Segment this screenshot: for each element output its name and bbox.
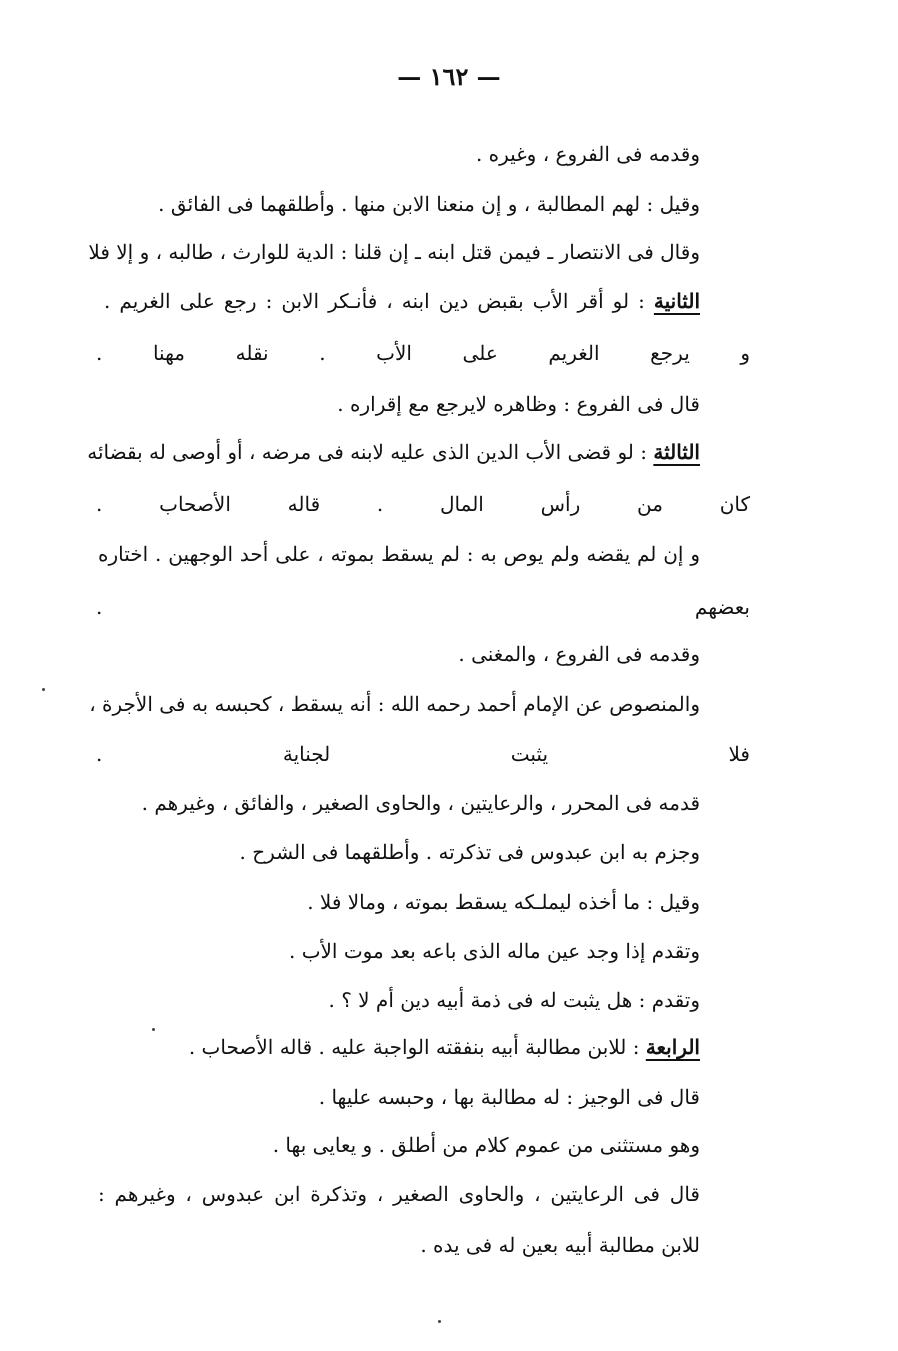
section-heading: الثالثة [653,440,700,464]
line-text: : للابن مطالبة أبيه بنفقته الواجبة عليه . قاله الأصحاب . [188,1035,646,1059]
text-line [96,740,750,768]
line-text: للابن مطالبة أبيه بعين له فى يده . [420,1233,700,1257]
line-text: وقيل : ما أخذه ليملـكه يسقط بموته ، ومالا فلا . [307,890,700,914]
line-text: فلا يثبت لجناية . [96,742,750,766]
line-text: بعضهم . [96,595,750,619]
line-text: و إن لم يقضه ولم يوص به : لم يسقط بموته ، على أحد الوجهين . اختاره [98,542,700,566]
text-line [262,937,700,965]
line-text: وجزم به ابن عبدوس فى تذكرته . وأطلقهما فى الشرح . [239,840,700,864]
text-line [270,1131,700,1159]
line-text: كان من رأس المال . قاله الأصحاب . [96,492,750,516]
line-text: وقدمه فى الفروع ، والمغنى . [458,642,700,666]
line-text: وهو مستثنى من عموم كلام من أطلق . و يعايى بها . [272,1133,700,1157]
text-line [230,838,700,866]
text-line [98,540,700,568]
text-line [141,789,700,817]
line-text: : لو أقر الأب بقبض دين ابنه ، فأنـكر الابن : رجع على الغريم . [104,289,654,313]
line-text: قدمه فى المحرر ، والرعايتين ، والحاوى الصغير ، والفائق ، وغيرهم . [141,791,700,815]
section-heading: الثانية [653,289,700,313]
speck-mark [42,688,45,691]
page-number: — ١٦٢ — [397,62,501,91]
text-line [89,690,700,718]
text-line [96,490,750,518]
text-line [88,238,700,266]
line-text: و يرجع الغريم على الأب . نقله مهنا . [96,341,750,365]
line-text: وقدمه فى الفروع ، وغيره . [475,142,700,166]
text-line [318,1083,700,1111]
speck-mark [438,1320,441,1323]
text-line [160,190,700,218]
text-line [104,287,700,315]
text-line [96,593,750,621]
line-text: قال فى الوجيز : له مطالبة بها ، وحبسه عليها . [318,1085,700,1109]
text-line [330,390,700,418]
line-text: وقال فى الانتصار ـ فيمن قتل ابنه ـ إن قلنا : الدية للوارث ، طالبه ، و إلا فلا [88,240,700,264]
line-text: قال فى الرعايتين ، والحاوى الصغير ، وتذكرة ابن عبدوس ، وغيرهم : [98,1182,700,1206]
line-text: والمنصوص عن الإمام أحمد رحمه الله : أنه يسقط ، كحبسه به فى الأجرة ، [89,692,700,716]
text-line [98,1180,700,1208]
line-text: قال فى الفروع : وظاهره لايرجع مع إقراره . [337,392,700,416]
line-text: وتقدم : هل يثبت له فى ذمة أبيه دين أم لا ؟ . [328,988,700,1012]
text-line [310,986,700,1014]
line-text: : لو قضى الأب الدين الذى عليه لابنه فى مرضه ، أو أوصى له بقضائه [87,440,654,464]
text-line [96,339,750,367]
speck-mark [152,1028,155,1031]
text-line [280,888,700,916]
section-heading: الرابعة [645,1035,700,1059]
text-line [87,438,700,466]
text-line [330,640,700,668]
text-line [190,1033,700,1061]
text-line [420,1231,700,1259]
line-text: وتقدم إذا وجد عين ماله الذى باعه بعد موت الأب . [288,939,700,963]
line-text: وقيل : لهم المطالبة ، و إن منعنا الابن منها . وأطلقهما فى الفائق . [158,192,700,216]
text-line [330,140,700,168]
